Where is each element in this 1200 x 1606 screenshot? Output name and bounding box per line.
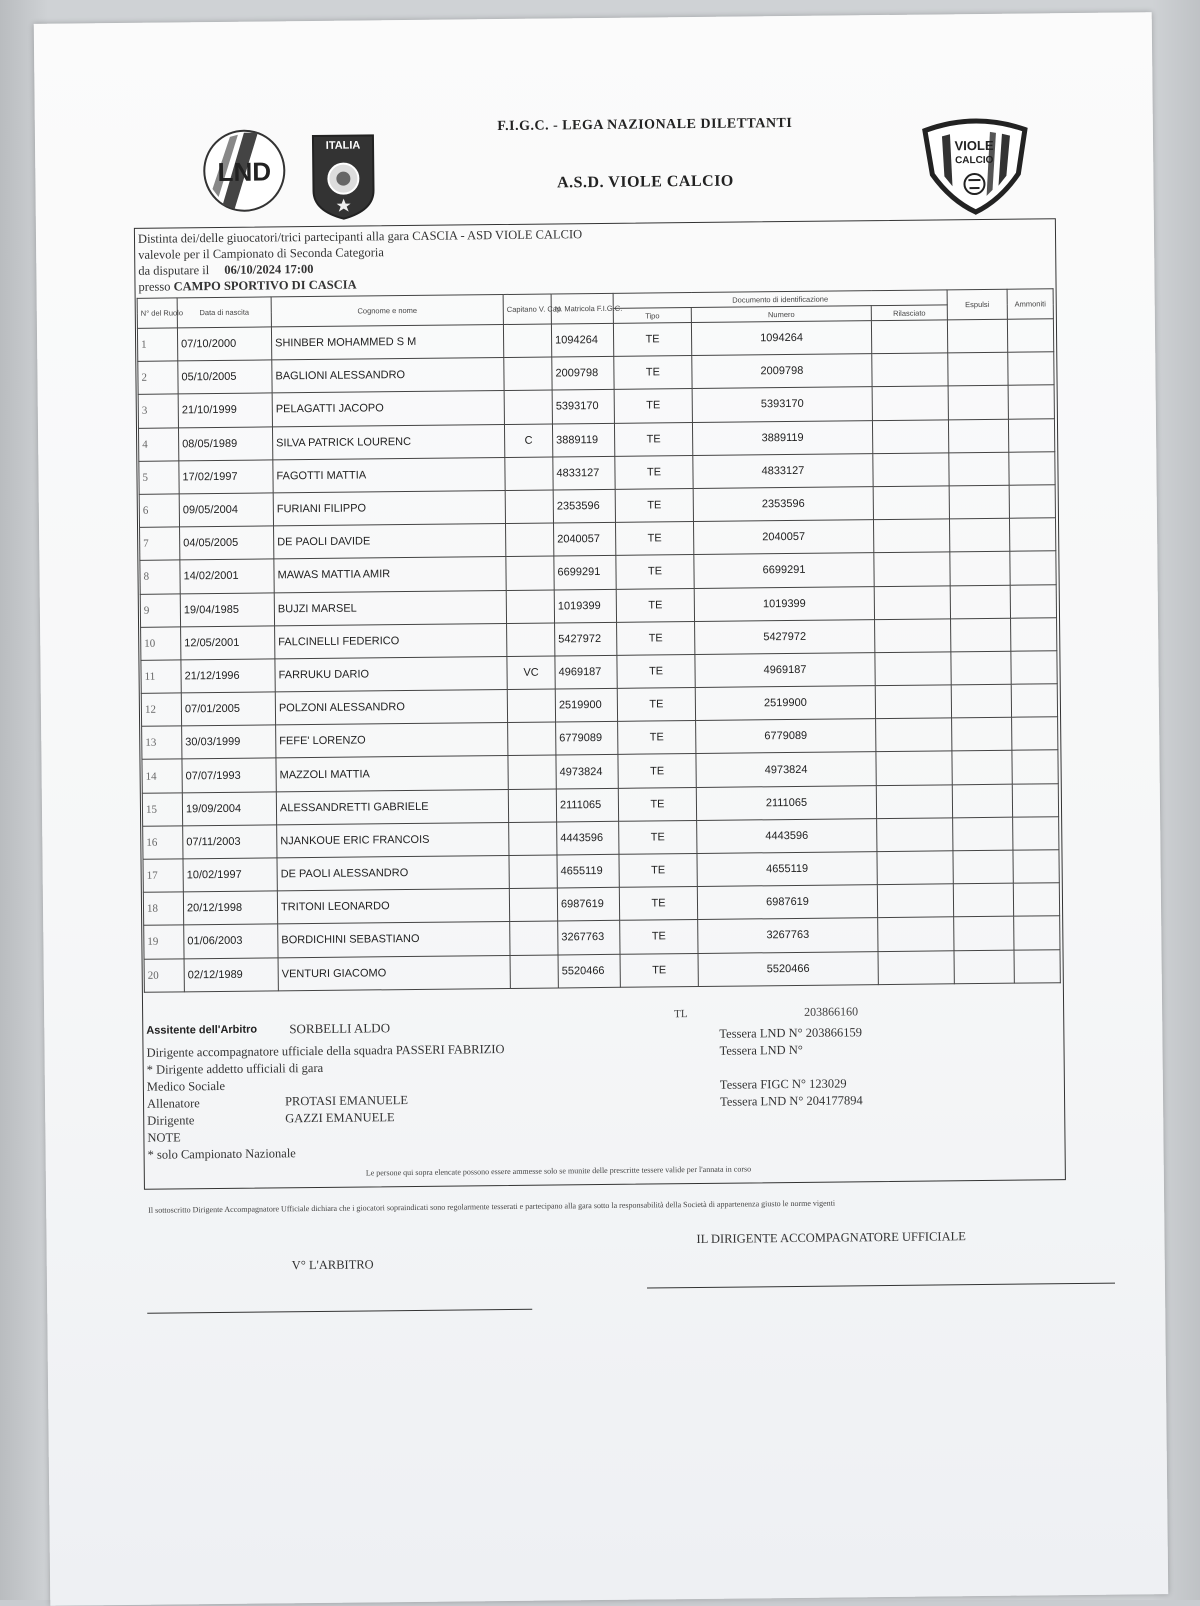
player-name: BAGLIONI ALESSANDRO <box>272 358 504 394</box>
espulsi-cell <box>952 751 1012 785</box>
matricola-number: 5427972 <box>555 622 617 656</box>
rilasciato-cell <box>874 552 950 586</box>
svg-text:ITALIA: ITALIA <box>325 139 361 152</box>
document-type: TE <box>614 422 692 456</box>
rilasciato-cell <box>877 884 953 918</box>
matricola-number: 4655119 <box>557 854 619 888</box>
espulsi-cell <box>953 850 1013 884</box>
captain-mark <box>505 490 553 524</box>
row-number: 15 <box>142 793 182 827</box>
note-label: NOTE <box>147 1130 181 1145</box>
svg-text:VIOLE: VIOLE <box>954 137 994 154</box>
rilasciato-cell <box>878 917 954 951</box>
espulsi-cell <box>951 651 1011 685</box>
header-num: N° del Ruolo <box>137 298 177 328</box>
espulsi-cell <box>954 917 1014 951</box>
declaration-text: Il sottoscritto Dirigente Accompagnatore Ufficiale dichiara che i giocatori sopraindicati sono regolarmente tesserati e partecipano alla gara sotto la responsabilità della Società di appartenenza giusto le norme vigenti <box>148 1198 836 1215</box>
rilasciato-cell <box>873 486 949 520</box>
matricola-number: 4969187 <box>555 655 617 689</box>
rilasciato-cell <box>876 751 952 785</box>
document-number: 2111065 <box>696 785 876 820</box>
medico-label: Medico Sociale <box>146 1078 226 1094</box>
row-number: 3 <box>138 394 178 428</box>
espulsi-cell <box>953 817 1013 851</box>
player-name: BUJZI MARSEL <box>274 590 506 626</box>
ammoniti-cell <box>1013 817 1059 851</box>
player-name: BORDICHINI SEBASTIANO <box>278 922 510 958</box>
birth-date: 04/05/2005 <box>180 526 274 560</box>
row-number: 12 <box>141 693 181 727</box>
birth-date: 12/05/2001 <box>181 626 275 660</box>
player-name: SHINBER MOHAMMED S M <box>271 324 503 360</box>
match-intro <box>138 226 583 295</box>
espulsi-cell <box>951 618 1011 652</box>
lnd-logo <box>200 126 289 215</box>
header-tipo: Tipo <box>613 308 691 324</box>
row-number: 6 <box>139 494 179 528</box>
matricola-number: 1094264 <box>551 323 613 357</box>
matricola-number: 2111065 <box>556 788 618 822</box>
captain-mark <box>509 822 557 856</box>
dirigente-name: PASSERI FABRIZIO <box>395 1042 505 1058</box>
birth-date: 07/11/2003 <box>183 825 277 859</box>
birth-date: 20/12/1998 <box>183 891 277 925</box>
captain-mark <box>506 523 554 557</box>
ammoniti-cell <box>1008 418 1054 452</box>
captain-mark <box>503 324 551 358</box>
ammoniti-cell <box>1009 518 1055 552</box>
row-number: 8 <box>140 560 180 594</box>
venue-name: CAMPO SPORTIVO DI CASCIA <box>173 277 357 294</box>
player-name: FEFE' LORENZO <box>276 723 508 759</box>
espulsi-cell <box>947 319 1007 353</box>
rilasciato-cell <box>877 818 953 852</box>
matricola-number: 4833127 <box>553 456 615 490</box>
document-sheet <box>34 12 1169 1606</box>
matricola-number: 3267763 <box>558 921 620 955</box>
row-number: 19 <box>144 925 184 959</box>
espulsi-cell <box>949 518 1009 552</box>
matricola-number: 2009798 <box>552 357 614 391</box>
ammoniti-cell <box>1011 617 1057 651</box>
viole-calcio-shield-logo <box>920 115 1031 214</box>
row-number: 16 <box>143 826 183 860</box>
club-title: A.S.D. VIOLE CALCIO <box>556 172 734 192</box>
espulsi-cell <box>948 352 1008 386</box>
document-number: 3889119 <box>692 420 872 455</box>
birth-date: 05/10/2005 <box>178 360 272 394</box>
espulsi-cell <box>948 419 1008 453</box>
birth-date: 21/10/1999 <box>178 393 272 427</box>
document-type: TE <box>617 654 695 688</box>
matricola-number: 6987619 <box>557 887 619 921</box>
referee-signature-label: V° L'ARBITRO <box>291 1257 374 1273</box>
matricola-number: 2353596 <box>553 489 615 523</box>
row-number: 4 <box>138 427 178 461</box>
espulsi-cell <box>949 452 1009 486</box>
rilasciato-cell <box>875 652 951 686</box>
matricola-number: 3889119 <box>552 423 614 457</box>
document-type: TE <box>617 621 695 655</box>
ammoniti-cell <box>1012 717 1058 751</box>
header-matricola: N. Matricola F.I.G.C. <box>551 293 613 324</box>
birth-date: 10/02/1997 <box>183 858 277 892</box>
dirigente2-label: Dirigente <box>147 1113 195 1128</box>
document-type: TE <box>614 389 692 423</box>
solo-label: * solo Campionato Nazionale <box>147 1146 296 1162</box>
player-name: PELAGATTI JACOPO <box>272 391 504 427</box>
matricola-number: 4973824 <box>556 755 618 789</box>
birth-date: 07/10/2000 <box>177 327 271 361</box>
ammoniti-cell <box>1007 319 1053 353</box>
document-number: 5427972 <box>695 619 875 654</box>
birth-date: 19/09/2004 <box>182 792 276 826</box>
player-name: FURIANI FILIPPO <box>273 490 505 526</box>
players-table-body <box>137 319 1060 992</box>
header-rilasciato: Rilasciato <box>871 305 947 321</box>
intro-venue-prefix: presso <box>138 279 171 294</box>
document-number: 4973824 <box>696 752 876 787</box>
document-type: TE <box>620 953 698 987</box>
birth-date: 07/01/2005 <box>181 692 275 726</box>
espulsi-cell <box>952 784 1012 818</box>
birth-date: 07/07/1993 <box>182 758 276 792</box>
player-name: DE PAOLI ALESSANDRO <box>277 855 509 891</box>
document-type: TE <box>618 787 696 821</box>
document-number: 2040057 <box>693 520 873 555</box>
captain-mark <box>507 689 555 723</box>
intro-line-championship: valevole per il Campionato di Seconda Categoria <box>138 245 384 262</box>
document-number: 5520466 <box>698 951 878 986</box>
captain-mark <box>504 357 552 391</box>
document-type: TE <box>614 356 692 390</box>
row-number: 18 <box>143 892 183 926</box>
player-name: DE PAOLI DAVIDE <box>274 524 506 560</box>
captain-mark <box>510 921 558 955</box>
espulsi-cell <box>950 585 1010 619</box>
ammoniti-cell <box>1008 385 1054 419</box>
document-type: TE <box>619 853 697 887</box>
header-captain: Capitano V. Cap <box>503 294 551 325</box>
row-number: 13 <box>142 726 182 760</box>
matricola-number: 6699291 <box>554 556 616 590</box>
header-ammoniti: Ammoniti <box>1007 289 1053 319</box>
document-number: 1094264 <box>691 321 871 356</box>
document-number: 1019399 <box>694 586 874 621</box>
captain-mark <box>508 722 556 756</box>
row-number: 14 <box>142 759 182 793</box>
espulsi-cell <box>949 485 1009 519</box>
captain-mark <box>510 955 558 989</box>
dirigente2-tessera: Tessera LND N° 204177894 <box>719 1093 863 1109</box>
document-number: 4655119 <box>697 852 877 887</box>
player-name: ALESSANDRETTI GABRIELE <box>276 789 508 825</box>
birth-date: 21/12/1996 <box>181 659 275 693</box>
row-number: 10 <box>141 627 181 661</box>
document-number: 4969187 <box>695 652 875 687</box>
document-number: 6779089 <box>696 719 876 754</box>
player-name: TRITONI LEONARDO <box>277 889 509 925</box>
svg-text:CALCIO: CALCIO <box>955 154 994 167</box>
document-number: 6987619 <box>697 885 877 920</box>
captain-mark: C <box>504 424 552 458</box>
espulsi-cell <box>953 883 1013 917</box>
document-number: 5393170 <box>692 387 872 422</box>
italia-shield-logo <box>310 132 377 221</box>
espulsi-cell <box>950 552 1010 586</box>
dirigente-label: Dirigente accompagnatore ufficiale della squadra <box>146 1043 393 1060</box>
player-name: SILVA PATRICK LOURENC <box>272 424 504 460</box>
svg-text:LND: LND <box>217 156 272 187</box>
espulsi-cell <box>952 717 1012 751</box>
document-type: TE <box>615 455 693 489</box>
captain-mark <box>509 888 557 922</box>
rilasciato-cell <box>872 353 948 387</box>
assistant-label: Assitente dell'Arbitro <box>146 1023 258 1037</box>
captain-mark <box>506 556 554 590</box>
birth-date: 09/05/2004 <box>179 493 273 527</box>
captain-mark <box>508 755 556 789</box>
ammoniti-cell <box>1009 451 1055 485</box>
match-date: 06/10/2024 17:00 <box>224 261 314 277</box>
header-espulsi: Espulsi <box>947 289 1007 320</box>
birth-date: 08/05/1989 <box>178 426 272 460</box>
document-number: 2519900 <box>695 686 875 721</box>
row-number: 11 <box>141 660 181 694</box>
captain-mark <box>509 855 557 889</box>
ammoniti-cell <box>1011 651 1057 685</box>
birth-date: 19/04/1985 <box>180 592 274 626</box>
player-name: FALCINELLI FEDERICO <box>275 623 507 659</box>
birth-date: 02/12/1989 <box>184 957 278 991</box>
ammoniti-cell <box>1011 684 1057 718</box>
referee-signature-line <box>147 1309 532 1314</box>
birth-date: 14/02/2001 <box>180 559 274 593</box>
intro-date-prefix: da disputare il <box>138 263 210 278</box>
allenatore-label: Allenatore <box>146 1096 200 1111</box>
federation-title: F.I.G.C. - LEGA NAZIONALE DILETTANTI <box>497 115 793 135</box>
rilasciato-cell <box>873 453 949 487</box>
rilasciato-cell <box>876 718 952 752</box>
allenatore-name: PROTASI EMANUELE <box>284 1093 409 1109</box>
row-number: 5 <box>139 461 179 495</box>
addetto-label: * Dirigente addetto ufficiali di gara <box>146 1060 324 1077</box>
addetto-tessera: Tessera LND N° <box>719 1042 803 1058</box>
official-signature-line <box>647 1283 1115 1289</box>
document-type: TE <box>620 920 698 954</box>
row-number: 9 <box>140 593 180 627</box>
document-number: 6699291 <box>694 553 874 588</box>
document-number: 4443596 <box>697 818 877 853</box>
ammoniti-cell <box>1010 551 1056 585</box>
ammoniti-cell <box>1013 883 1059 917</box>
official-signature-label: IL DIRIGENTE ACCOMPAGNATORE UFFICIALE <box>696 1229 966 1247</box>
rilasciato-cell <box>873 519 949 553</box>
document-number: 2353596 <box>693 487 873 522</box>
captain-mark <box>508 789 556 823</box>
ammoniti-cell <box>1012 783 1058 817</box>
row-number: 17 <box>143 859 183 893</box>
row-number: 2 <box>138 361 178 395</box>
player-name: FARRUKU DARIO <box>275 656 507 692</box>
header-birth: Data di nascita <box>177 297 271 328</box>
document-number: 4833127 <box>693 453 873 488</box>
rilasciato-cell <box>876 784 952 818</box>
assistant-name: SORBELLI ALDO <box>289 1020 391 1037</box>
rilasciato-cell <box>875 685 951 719</box>
ammoniti-cell <box>1009 485 1055 519</box>
player-name: MAZZOLI MATTIA <box>276 756 508 792</box>
player-name: FAGOTTI MATTIA <box>273 457 505 493</box>
header-name: Cognome e nome <box>271 294 503 326</box>
matricola-number: 1019399 <box>554 589 616 623</box>
tl-label: TL <box>674 1008 688 1021</box>
document-type: TE <box>615 488 693 522</box>
captain-mark <box>505 457 553 491</box>
ammoniti-cell <box>1008 352 1054 386</box>
matricola-number: 5520466 <box>558 954 620 988</box>
dirigente-tessera: Tessera LND N° 203866159 <box>719 1025 863 1041</box>
document-type: TE <box>613 323 691 357</box>
document-type: TE <box>617 688 695 722</box>
tl-value: 203866160 <box>804 1004 859 1019</box>
document-type: TE <box>616 522 694 556</box>
ammoniti-cell <box>1010 584 1056 618</box>
birth-date: 01/06/2003 <box>184 924 278 958</box>
player-name: MAWAS MATTIA AMIR <box>274 557 506 593</box>
header-numero: Numero <box>691 306 871 323</box>
row-number: 20 <box>144 958 184 992</box>
ammoniti-cell <box>1014 916 1060 950</box>
matricola-number: 2040057 <box>554 522 616 556</box>
allenatore-tessera: Tessera FIGC N° 123029 <box>719 1076 847 1092</box>
dirigente2-name: GAZZI EMANUELE <box>285 1110 395 1126</box>
intro-line-match: Distinta dei/delle giuocatori/trici partecipanti alla gara CASCIA - ASD VIOLE CALCIO <box>137 227 583 246</box>
matricola-number: 5393170 <box>552 390 614 424</box>
matricola-number: 2519900 <box>555 688 617 722</box>
persons-note: Le persone qui sopra elencate possono essere ammesse solo se munite delle prescritte tessere valide per l'annata in corso <box>365 1164 752 1178</box>
player-name: VENTURI GIACOMO <box>278 955 510 991</box>
rilasciato-cell <box>878 950 954 984</box>
matricola-number: 4443596 <box>557 821 619 855</box>
ammoniti-cell <box>1012 750 1058 784</box>
players-table <box>137 288 1061 992</box>
rilasciato-cell <box>875 619 951 653</box>
rilasciato-cell <box>871 320 947 354</box>
ammoniti-cell <box>1013 850 1059 884</box>
espulsi-cell <box>948 386 1008 420</box>
captain-mark <box>504 390 552 424</box>
document-type: TE <box>619 887 697 921</box>
captain-mark <box>506 589 554 623</box>
birth-date: 17/02/1997 <box>179 460 273 494</box>
matricola-number: 6779089 <box>556 722 618 756</box>
document-type: TE <box>618 754 696 788</box>
captain-mark: VC <box>507 656 555 690</box>
ammoniti-cell <box>1014 949 1060 983</box>
document-number: 3267763 <box>698 918 878 953</box>
player-name: NJANKOUE ERIC FRANCOIS <box>277 822 509 858</box>
document-type: TE <box>616 555 694 589</box>
row-number: 7 <box>140 527 180 561</box>
player-name: POLZONI ALESSANDRO <box>275 690 507 726</box>
birth-date: 30/03/1999 <box>182 725 276 759</box>
rilasciato-cell <box>877 851 953 885</box>
document-type: TE <box>618 721 696 755</box>
rilasciato-cell <box>872 419 948 453</box>
espulsi-cell <box>954 950 1014 984</box>
document-number: 2009798 <box>692 354 872 389</box>
espulsi-cell <box>951 684 1011 718</box>
rilasciato-cell <box>872 386 948 420</box>
header-document: Documento di identificazione <box>613 290 947 308</box>
document-type: TE <box>619 820 697 854</box>
row-number: 1 <box>137 328 177 362</box>
rilasciato-cell <box>874 585 950 619</box>
captain-mark <box>507 623 555 657</box>
document-type: TE <box>616 588 694 622</box>
